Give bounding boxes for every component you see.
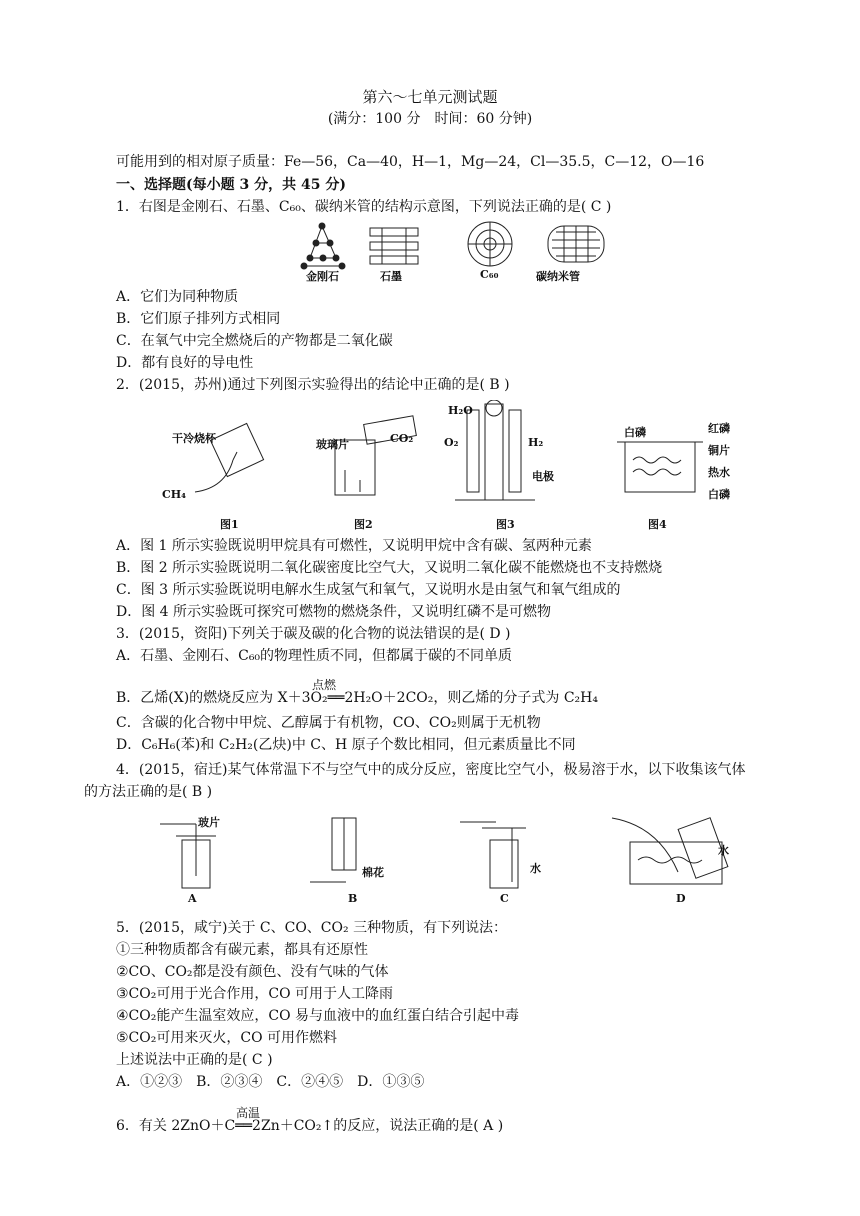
fig2-beaker	[335, 416, 416, 495]
q4-caption-b: B	[348, 892, 358, 905]
q4-label-water-d: 水	[718, 844, 729, 857]
q2-label-hot-water: 热水	[708, 466, 730, 479]
q1-stem: 1．右图是金刚石、石墨、C₆₀、碳纳米管的结构示意图，下列说法正确的是( C )	[116, 199, 612, 215]
q3-condition: 点燃	[312, 678, 337, 692]
graphite-structure	[370, 228, 418, 264]
q2-label-white-p2: 白磷	[708, 488, 730, 501]
q4-stem-line1: 4．(2015，宿迁)某气体常温下不与空气中的成分反应，密度比空气小，极易溶于水，以下收集该气体	[116, 762, 746, 778]
q2-experiment-figure	[155, 400, 715, 510]
q1-option-c: C．在氧气中完全燃烧后的产物都是二氧化碳	[116, 333, 393, 349]
q4-caption-d: D	[676, 892, 686, 905]
q3-option-b: B．乙烯(X)的燃烧反应为 X＋3O₂══2H₂O＋2CO₂，则乙烯的分子式为 C₂H₄	[116, 690, 598, 706]
q4-caption-c: C	[500, 892, 509, 905]
setup-c	[460, 822, 526, 888]
page-title: 第六～七单元测试题	[362, 88, 498, 106]
q2-stem: 2．(2015，苏州)通过下列图示实验得出的结论中正确的是( B )	[116, 377, 510, 393]
q3-option-c: C．含碳的化合物中甲烷、乙醇属于有机物，CO、CO₂则属于无机物	[116, 715, 541, 731]
q1-option-d: D．都有良好的导电性	[116, 355, 254, 371]
q1-option-b: B．它们原子排列方式相同	[116, 311, 281, 327]
q6-stem: 6．有关 2ZnO＋C══2Zn＋CO₂↑的反应，说法正确的是( A )	[116, 1118, 504, 1134]
q5-item-3: ③CO₂可用于光合作用，CO 可用于人工降雨	[116, 986, 393, 1002]
q2-label-red-p: 红磷	[708, 422, 730, 435]
q4-label-glass: 玻片	[198, 816, 220, 829]
q3-stem: 3．(2015，资阳)下列关于碳及碳的化合物的说法错误的是( D )	[116, 626, 511, 642]
q2-label-co2: CO₂	[390, 432, 414, 445]
q4-label-water-c: 水	[530, 862, 541, 875]
q2-label-h2o: H₂O	[448, 404, 473, 417]
q2-label-glass: 玻璃片	[316, 438, 349, 451]
q2-label-electrode: 电极	[532, 470, 554, 483]
q1-caption-diamond: 金刚石	[306, 270, 339, 283]
q5-item-5: ⑤CO₂可用来灭火，CO 可用作燃料	[116, 1030, 337, 1046]
q2-label-ch4: CH₄	[162, 488, 186, 501]
setup-b	[310, 818, 356, 882]
q5-item-1: ①三种物质都含有碳元素，都具有还原性	[116, 942, 368, 958]
q2-label-h2: H₂	[528, 436, 544, 449]
q2-option-d: D．图 4 所示实验既可探究可燃物的燃烧条件，又说明红磷不是可燃物	[116, 604, 552, 620]
section-heading: 一、选择题(每小题 3 分，共 45 分)	[116, 177, 346, 193]
q5-stem: 5．(2015，咸宁)关于 C、CO、CO₂ 三种物质，有下列说法：	[116, 920, 508, 936]
c60-structure	[468, 222, 512, 266]
q5-item-2: ②CO、CO₂都是没有颜色、没有气味的气体	[116, 964, 389, 980]
q4-collection-figure	[160, 812, 760, 892]
q2-option-a: A．图 1 所示实验既说明甲烷具有可燃性，又说明甲烷中含有碳、氢两种元素	[116, 538, 592, 554]
q1-option-a: A．它们为同种物质	[116, 289, 239, 305]
diamond-structure	[301, 223, 345, 269]
q1-caption-nanotube: 碳纳米管	[536, 270, 580, 283]
atomic-masses: 可能用到的相对原子质量：Fe—56，Ca—40，H—1，Mg—24，Cl—35.5，C—12，O—16	[116, 154, 705, 170]
q2-option-b: B．图 2 所示实验既说明二氧化碳密度比空气大，又说明二氧化碳不能燃烧也不支持燃烧	[116, 560, 663, 576]
q3-option-a: A．石墨、金刚石、C₆₀的物理性质不同，但都属于碳的不同单质	[116, 648, 513, 664]
q2-caption-fig2: 图2	[354, 518, 373, 531]
q2-option-c: C．图 3 所示实验既说明电解水生成氢气和氧气，又说明水是由氢气和氧气组成的	[116, 582, 621, 598]
q2-caption-fig4: 图4	[648, 518, 667, 531]
q4-label-cotton: 棉花	[362, 866, 384, 879]
setup-d	[612, 818, 728, 884]
q2-caption-fig3: 图3	[496, 518, 515, 531]
q3-option-d: D．C₆H₆(苯)和 C₂H₂(乙炔)中 C、H 原子个数比相同，但元素质量比不同	[116, 737, 576, 753]
q5-choices: A．①②③ B．②③④ C．②④⑤ D．①③⑤	[116, 1074, 425, 1090]
fig4-beaker	[617, 442, 703, 492]
q6-condition: 高温	[236, 1106, 261, 1120]
q5-item-4: ④CO₂能产生温室效应，CO 易与血液中的血红蛋白结合引起中毒	[116, 1008, 519, 1024]
page-subtitle: (满分：100 分 时间：60 分钟)	[327, 111, 533, 127]
q1-caption-graphite: 石墨	[380, 270, 402, 283]
nanotube-structure	[548, 226, 604, 262]
q4-caption-a: A	[188, 892, 197, 905]
q2-caption-fig1: 图1	[220, 518, 239, 531]
q5-ask: 上述说法中正确的是( C )	[116, 1052, 273, 1068]
setup-a	[160, 824, 216, 888]
q2-label-white-p: 白磷	[624, 426, 646, 439]
q1-caption-c60: C₆₀	[480, 268, 499, 281]
q2-label-copper: 铜片	[708, 444, 730, 457]
q4-stem-line2: 的方法正确的是( B )	[84, 784, 213, 800]
q2-label-o2: O₂	[444, 436, 459, 449]
q2-label-cup: 干冷烧杯	[172, 432, 216, 445]
